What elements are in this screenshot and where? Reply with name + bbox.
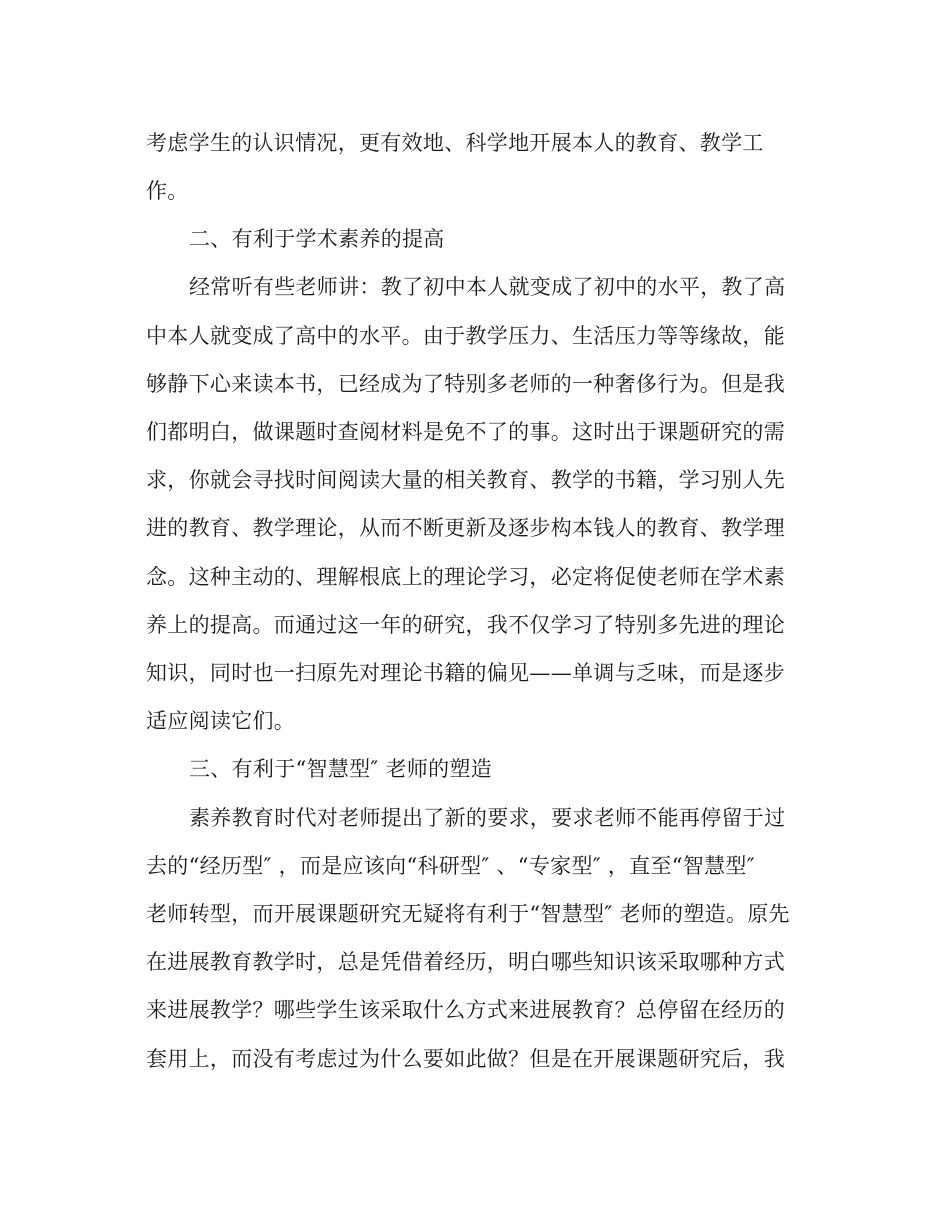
section-heading: 三、有利于“智慧型″ 老师的塑造 [189,757,493,781]
text-line: 来进展教学？哪些学生该采取什么方式来进展教育？总停留在经历的 [146,998,785,1022]
section-heading: 二、有利于学术素养的提高 [189,227,445,251]
text-line: 们都明白，做课题时查阅材料是免不了的事。这时出于课题研究的需 [146,420,785,444]
text-line: 中本人就变成了高中的水平。由于教学压力、生活压力等等缘故，能 [146,324,785,348]
text-line: 适应阅读它们。 [146,709,296,733]
text-line: 够静下心来读本书，已经成为了特别多老师的一种奢侈行为。但是我 [146,372,785,396]
text-line: 老师转型，而开展课题研究无疑将有利于“智慧型″ 老师的塑造。原先 [146,902,790,926]
text-line: 进的教育、教学理论，从而不断更新及逐步构本钱人的教育、教学理 [146,516,785,540]
text-line: 素养教育时代对老师提出了新的要求，要求老师不能再停留于过 [189,806,786,830]
text-line: 在进展教育教学时，总是凭借着经历，明白哪些知识该采取哪种方式 [146,950,785,974]
text-line: 养上的提高。而通过这一年的研究，我不仅学习了特别多先进的理论 [146,613,785,637]
text-line: 经常听有些老师讲：教了初中本人就变成了初中的水平，教了高 [189,275,786,299]
text-line: 念。这种主动的、理解根底上的理论学习，必定将促使老师在学术素 [146,565,785,589]
text-line: 套用上，而没有考虑过为什么要如此做？但是在开展课题研究后，我 [146,1047,785,1071]
text-line: 知识，同时也一扫原先对理论书籍的偏见——单调与乏味，而是逐步 [146,661,785,685]
text-line: 去的“经历型″ ，而是应该向“科研型″ 、“专家型″ ，直至“智慧型″ [146,854,755,878]
text-line: 求，你就会寻找时间阅读大量的相关教育、教学的书籍，学习别人先 [146,468,785,492]
text-line: 作。 [146,179,189,203]
text-line: 考虑学生的认识情况，更有效地、科学地开展本人的教育、教学工 [146,131,764,155]
